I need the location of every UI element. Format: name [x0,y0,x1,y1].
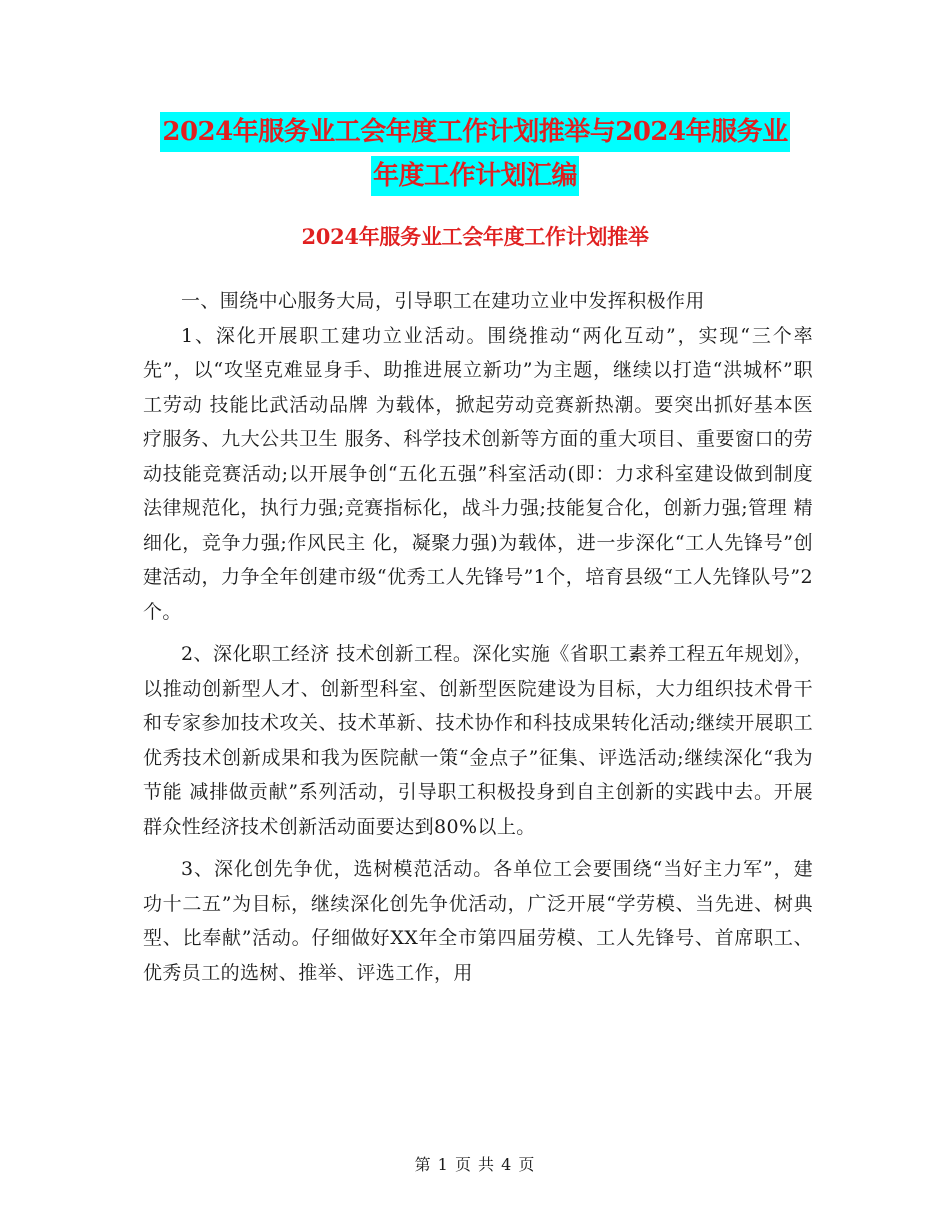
body-text [143,284,813,990]
title-line-2: 年度工作计划汇编 [371,156,579,196]
page-footer: 第 1 页 共 4 页 [414,1155,536,1174]
title-line-1: 2024年服务业工会年度工作计划推举与2024年服务业 [160,112,789,152]
section-heading: 2024年服务业工会年度工作计划推举 [301,224,649,249]
paragraph: 3、深化创先争优，选树模范活动。各单位工会要围绕“当好主力军”，建功十二五”为目标，继续深化创先争优活动，广泛开展“学劳模、当先进、树典型、比奉献”活动。仔细做好XX年全市第四届劳模、工人先锋号、首席职工、优秀员工的选树、推举、评选工作，用 [143,858,813,984]
paragraph: 一、围绕中心服务大局，引导职工在建功立业中发挥积极作用 [181,290,705,312]
paragraph: 1、深化开展职工建功立业活动。围绕推动“两化互动”，实现“三个率先”，以“攻坚克难显身手、助推进展立新功”为主题，继续以打造“洪城杯”职工劳动 技能比武活动品牌 为载体，掀起劳动竞赛新热潮。要突出抓好基本医疗服务、九大公共卫生 服务、科学技术创新等方面的重大项目、重要窗口的劳动技能竞赛活动;以开展争创“五化五强”科室活动(即：力求科室建设做到制度法律规范化，执行力强;竞赛指标化，战斗力强;技能复合化，创新力强;管理 精细化，竞争力强;作风民主 化，凝聚力强)为载体，进一步深化“工人先锋号”创建活动，力争全年创建市级“优秀工人先锋号”1个，培育县级“工人先锋队号”2个。 [143,324,813,623]
document-title [140,112,810,196]
paragraph: 2、深化职工经济 技术创新工程。深化实施《省职工素养工程五年规划》，以推动创新型人才、创新型科室、创新型医院建设为目标，大力组织技术骨干和专家参加技术攻关、技术革新、技术协作和科技成果转化活动;继续开展职工优秀技术创新成果和我为医院献一策“金点子”征集、评选活动;继续深化“我为节能 减排做贡献”系列活动，引导职工积极投身到自主创新的实践中去。开展群众性经济技术创新活动面要达到80%以上。 [143,643,813,838]
